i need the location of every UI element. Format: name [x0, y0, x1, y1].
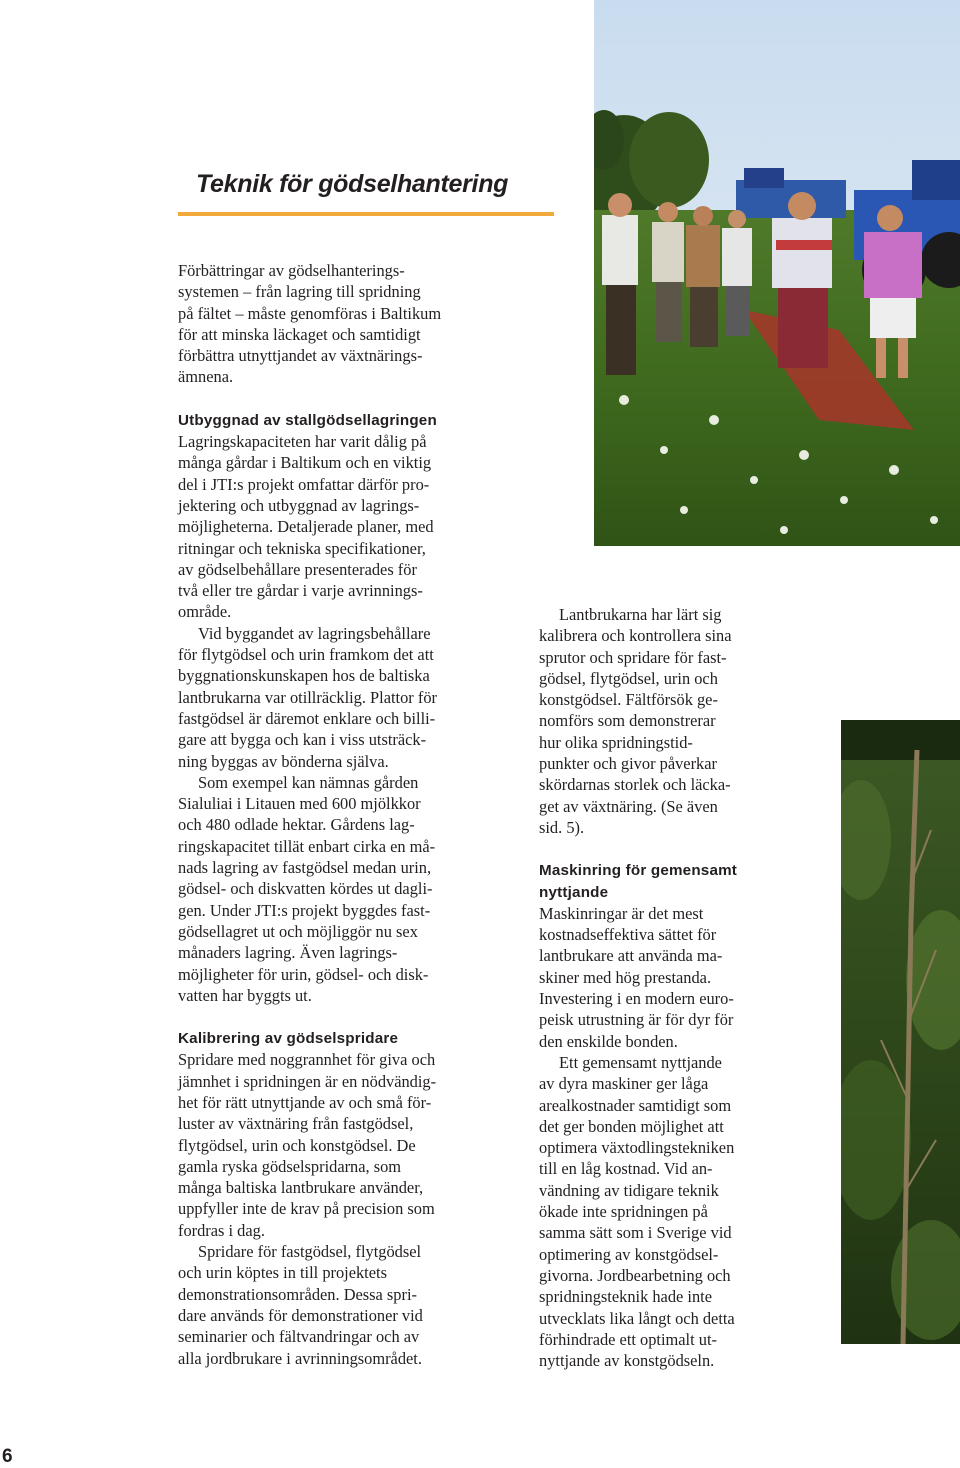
text-line: seminarier och fältvandringar och av: [178, 1327, 420, 1347]
text-line: många baltiska lantbrukare använder,: [178, 1178, 424, 1198]
text-line: fastgödsel är däremot enklare och billi-: [178, 708, 436, 728]
text-line: Maskinringar är det mest: [539, 903, 704, 923]
text-line: för flytgödsel och urin framkom det att: [178, 645, 434, 665]
text-line: den enskilde bonden.: [539, 1031, 678, 1051]
text-line: Ett gemensamt nyttjande: [559, 1052, 722, 1072]
text-line: Som exempel kan nämnas gården: [198, 772, 419, 792]
title-accent-rule: [178, 212, 554, 216]
text-line: förbättra utnyttjandet av växtnärings-: [178, 346, 423, 366]
text-line: systemen – från lagring till spridning: [178, 282, 421, 302]
text-line: fordras i dag.: [178, 1220, 265, 1240]
heading-line: Maskinring för gemensamt: [539, 862, 738, 880]
text-line: och 480 odlade hektar. Gårdens lag-: [178, 815, 415, 835]
section-heading-machine-ring: [539, 860, 809, 903]
text-line: gare att bygga och kan i viss utsträck-: [178, 730, 427, 750]
text-line: demonstrationsområden. Dessa spri-: [178, 1284, 417, 1304]
text-line: för att minska läckaget och samtidigt: [178, 324, 421, 344]
right-column: [539, 604, 809, 1371]
storage-paragraph-3: [178, 772, 538, 1006]
text-line: ökade inte spridningen på: [539, 1202, 708, 1222]
text-line: optimera växtodlingstekniken: [539, 1138, 735, 1158]
text-line: det ger bonden möjlighet att: [539, 1116, 724, 1136]
text-line: Förbättringar av gödselhanterings-: [178, 261, 405, 280]
text-line: alla jordbrukare i avrinningsområdet.: [178, 1348, 422, 1368]
text-line: Lagringskapaciteten har varit dålig på: [178, 432, 427, 452]
field-demonstration-photo: [594, 0, 960, 546]
text-line: konstgödsel. Fältförsök ge-: [539, 690, 718, 710]
text-line: gen. Under JTI:s projekt byggdes fast-: [178, 900, 431, 920]
text-line: del i JTI:s projekt omfattar därför pro-: [178, 474, 430, 494]
text-line: nyttjande av konstgödseln.: [539, 1351, 715, 1371]
text-line: på fältet – måste genomföras i Baltikum: [178, 303, 442, 323]
right-paragraph-1: [539, 604, 809, 838]
text-line: skiner med hög prestanda.: [539, 967, 712, 987]
text-line: vatten har byggts ut.: [178, 985, 312, 1005]
text-line: het för rätt utnyttjande av och små för-: [178, 1092, 432, 1112]
text-line: nads lagring av fastgödsel medan urin,: [178, 858, 432, 878]
text-line: gödsel, flytgödsel, urin och: [539, 668, 718, 688]
text-line: kalibrera och kontrollera sina: [539, 626, 732, 646]
text-line: av gödselbehållare presenterades för: [178, 559, 417, 579]
text-line: ringskapacitet tillät enbart cirka en må-: [178, 836, 436, 856]
text-line: Investering i en modern euro-: [539, 989, 734, 1009]
text-line: givorna. Jordbearbetning och: [539, 1265, 731, 1285]
text-line: ning byggas av bönderna själva.: [178, 751, 389, 771]
text-line: kostnadseffektiva sättet för: [539, 925, 717, 945]
text-line: och urin köptes in till projektets: [178, 1263, 387, 1283]
text-line: Lantbrukarna har lärt sig: [559, 605, 722, 624]
text-line: lantbrukare att använda ma-: [539, 946, 723, 966]
text-line: uppfyller inte de krav på precision som: [178, 1199, 435, 1219]
text-line: utvecklats lika långt och detta: [539, 1308, 735, 1328]
text-line: flytgödsel, urin och konstgödsel. De: [178, 1135, 416, 1155]
text-line: Spridare med noggrannhet för giva och: [178, 1050, 436, 1070]
text-line: förhindrade ett optimalt ut-: [539, 1329, 717, 1349]
calibration-paragraph-2: [178, 1241, 538, 1369]
text-line: område.: [178, 602, 232, 622]
text-line: hur olika spridningstid-: [539, 732, 693, 752]
text-line: många gårdar i Baltikum och en viktig: [178, 453, 432, 473]
text-line: samma sätt som i Sverige vid: [539, 1223, 732, 1243]
text-line: sprutor och spridare för fast-: [539, 647, 727, 667]
text-line: möjligheterna. Detaljerade planer, med: [178, 517, 434, 537]
storage-paragraph-1: [178, 431, 538, 623]
text-line: gödsellagret ut och möjliggör nu sex: [178, 921, 418, 941]
text-line: månaders lagring. Även lagrings-: [178, 943, 398, 963]
willow-tree-photo: [841, 720, 960, 1344]
page-title: Teknik för gödselhantering: [196, 170, 509, 198]
section-heading-storage: Utbyggnad av stallgödsellagringen: [178, 411, 437, 429]
text-line: möjligheter för urin, gödsel- och disk-: [178, 964, 429, 984]
text-line: vändning av tidigare teknik: [539, 1180, 719, 1200]
text-line: ämnena.: [178, 367, 234, 387]
text-line: ritningar och tekniska specifikationer,: [178, 538, 426, 558]
right-paragraph-2: [539, 903, 809, 1052]
page-number: 6: [2, 1446, 13, 1467]
text-line: skördarnas storlek och läcka-: [539, 775, 731, 795]
text-line: Sialuliai i Litauen med 600 mjölkkor: [178, 794, 421, 814]
left-column: [178, 260, 538, 1369]
text-line: två eller tre gårdar i varje avrinnings-: [178, 581, 423, 601]
text-line: peisk utrustning är för dyr för: [539, 1010, 734, 1030]
section-heading-calibration: Kalibrering av gödselspridare: [178, 1030, 399, 1048]
text-line: Spridare för fastgödsel, flytgödsel: [198, 1242, 422, 1262]
text-line: av dyra maskiner ger låga: [539, 1074, 709, 1094]
text-line: dare används för demonstrationer vid: [178, 1305, 423, 1325]
text-line: get av växtnäring. (Se även: [539, 796, 718, 816]
intro-paragraph: [178, 260, 538, 388]
text-line: sid. 5).: [539, 817, 585, 837]
text-line: luster av växtnäring från fastgödsel,: [178, 1114, 414, 1134]
text-line: byggnationskunskapen hos de baltiska: [178, 666, 430, 686]
text-line: lantbrukarna var otillräcklig. Plattor för: [178, 687, 437, 707]
text-line: optimering av konstgödsel-: [539, 1244, 719, 1264]
text-line: gödsel- och diskvatten kördes ut dagli-: [178, 879, 433, 899]
text-line: jektering och utbyggnad av lagrings-: [178, 495, 420, 515]
text-line: till en låg kostnad. Vid an-: [539, 1159, 713, 1179]
text-line: punkter och givor påverkar: [539, 754, 717, 774]
text-line: jämnhet i spridningen är en nödvändig-: [178, 1071, 437, 1091]
calibration-paragraph-1: [178, 1049, 538, 1241]
right-paragraph-3: [539, 1052, 809, 1371]
text-line: arealkostnader samtidigt som: [539, 1095, 732, 1115]
text-line: nomförs som demonstrerar: [539, 711, 716, 731]
storage-paragraph-2: [178, 623, 538, 772]
heading-line: nyttjande: [539, 883, 609, 901]
text-line: gamla ryska gödselspridarna, som: [178, 1156, 402, 1176]
text-line: Vid byggandet av lagringsbehållare: [198, 623, 431, 643]
text-line: spridningsteknik hade inte: [539, 1287, 712, 1307]
